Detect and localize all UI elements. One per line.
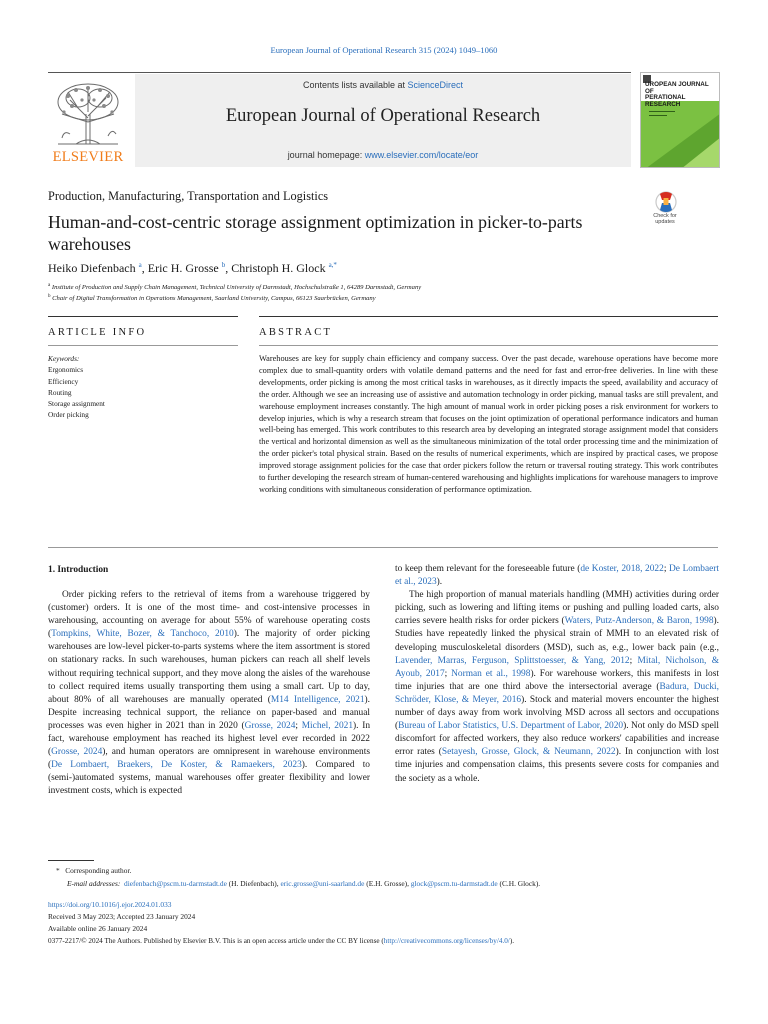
cover-title-line2: PERATIONAL RESEARCH [645, 94, 686, 108]
crossmark-line1: Check for [653, 213, 677, 219]
email-owner: (E.H. Grosse), [364, 879, 411, 888]
abstract-heading: ABSTRACT [259, 327, 333, 338]
citation-link[interactable]: Michel, 2021 [301, 720, 354, 731]
citation-link[interactable]: Lavender, Marras, Ferguson, Splittstoesser, & Yang, 2012 [395, 655, 630, 666]
keywords-block [48, 353, 238, 421]
abstract-subrule [259, 345, 718, 346]
license-link[interactable]: http://creativecommons.org/licenses/by/4.0/ [383, 937, 510, 945]
text-run: to keep them relevant for the foreseeable future ( [395, 564, 581, 574]
citation-link[interactable]: Waters, Putz-Anderson, & Baron, 1998 [564, 616, 714, 627]
elsevier-wordmark[interactable]: ELSEVIER [52, 149, 124, 165]
journal-homepage-link[interactable]: www.elsevier.com/locate/eor [364, 150, 479, 160]
author-affil-marker[interactable]: b [221, 261, 226, 269]
cover-title [645, 82, 719, 108]
citation-link[interactable]: Tompkins, White, Bozer, & Tanchoco, 2010 [51, 629, 234, 640]
citation-link[interactable]: De Lombaert, Braekers, De Koster, & Ramaekers, 2023 [51, 760, 302, 771]
article-info-subrule [48, 345, 238, 346]
received-dates: Received 3 May 2023; Accepted 23 January 2024 [48, 912, 196, 921]
text-run: ). Despite increasing technical support, the reliance on paper-based and manual processes was even higher in 2021 than in 2020 ( [48, 694, 370, 731]
license-text: 0377-2217/© 2024 The Authors. Published by Elsevier B.V. This is an open access article under the CC BY license ( [48, 937, 384, 945]
citation-link[interactable]: Setayesh, Grosse, Glock, & Neumann, 2022 [441, 747, 616, 758]
keyword: Order picking [48, 410, 89, 420]
email-link[interactable]: diefenbach@pscm.tu-darmstadt.de [124, 879, 227, 888]
affiliation [48, 294, 376, 302]
text-run: ). Stock and material movers encounter the highest number of days away from work involving MSD across all sectors and occupations ( [395, 694, 719, 732]
text-run: ; [629, 655, 638, 666]
article-info-rule [48, 316, 238, 317]
section-label: Production, Manufacturing, Transportation and Logistics [48, 189, 329, 203]
citation-link[interactable]: Grosse, 2024 [51, 747, 103, 758]
keyword: Efficiency [48, 376, 79, 386]
body-column-right [395, 563, 719, 786]
journal-title: European Journal of Operational Research [225, 106, 541, 126]
article-title-line2: warehouses [48, 234, 131, 254]
email-link[interactable]: eric.grosse@uni-saarland.de [280, 879, 365, 888]
abstract-end-rule [48, 547, 718, 548]
email-owner: (H. Diefenbach), [226, 879, 281, 888]
email-label: E-mail addresses: [67, 879, 121, 888]
running-header[interactable]: European Journal of Operational Research 315 (2024) 1049–1060 [270, 45, 498, 55]
article-info-heading: ARTICLE INFO [48, 327, 147, 338]
keyword: Routing [48, 387, 72, 397]
crossmark-label[interactable] [640, 213, 690, 225]
affil-marker: a [48, 283, 51, 288]
crossmark-line2: updates [655, 219, 675, 225]
homepage-line [135, 150, 631, 160]
keywords-label: Keywords: [48, 354, 80, 363]
corresponding-label: Corresponding author. [65, 866, 132, 875]
affiliation [48, 283, 421, 291]
author-name[interactable]: Christoph H. Glock [231, 261, 326, 275]
citation-link[interactable]: Mital, Nicholson, & Ayoub, 2017 [395, 655, 719, 679]
text-run: ). The majority of order picking warehouses are low-level picker-to-parts systems where the item assortment is stored on stationary racks. In such warehouses, human pickers can reach all shelf levels without requiring technical support, and they move along the aisles of the warehouse to collect required items usually transporting them using a small cart. Up to day, about 80% of all warehouses are manually operated ( [48, 629, 370, 705]
text-run: The high proportion of manual materials handling (MMH) activities during order picking, such as lowering and lifting items or pushing and pulling loaded carts, also carries severe health risks for order pickers ( [395, 590, 719, 627]
citation-link[interactable]: Badura, Ducki, Schröder, Klose, & Meyer, 2016 [395, 681, 719, 705]
keyword: Ergonomics [48, 365, 84, 375]
body-column-left [48, 589, 370, 799]
email-owner: (C.H. Glock). [497, 879, 541, 888]
text-run: ). In conjunction with lost time injuries and compensation claims, this presents severe costs for companies and the society as a whole. [395, 747, 720, 784]
citation-link[interactable]: Bureau of Labor Statistics, U.S. Department of Labor, 2020 [398, 721, 624, 732]
citation-link[interactable]: Norman et al., 1998 [451, 668, 531, 679]
homepage-prefix: journal homepage: [287, 150, 365, 160]
affil-marker: b [48, 294, 51, 299]
doi-link[interactable]: https://doi.org/10.1016/j.ejor.2024.01.033 [48, 900, 172, 909]
text-run: ). Compared to (semi-)automated systems, manual warehouses offer greater flexibility and lower investment costs, which is expected [48, 760, 370, 797]
text-run: ). Not only do MSD spell discomfort for affected workers, they also reduce workers' capabilities and increase error rates ( [395, 721, 719, 758]
text-run: ). For warehouse workers, this manifests in lost time injuries that are one third above the intersectorial average ( [395, 668, 719, 692]
email-addresses [67, 879, 540, 888]
affil-text: Institute of Production and Supply Chain Management, Technical University of Darmstadt, Hochschulstraße 1, 64289 Darmstadt, Germany [51, 284, 422, 292]
affil-text: Chair of Digital Transformation in Operations Management, Saarland University, Campus, 66123 Saarbrücken, Germany [52, 295, 376, 303]
corresponding-author-note [56, 866, 131, 875]
email-link[interactable]: glock@pscm.tu-darmstadt.de [410, 879, 498, 888]
author-name[interactable]: Heiko Diefenbach [48, 261, 136, 275]
text-run: ). In fact, warehouse employment has reached its highest level ever recorded in 2022 ( [48, 720, 371, 758]
paragraph [48, 589, 370, 799]
contents-prefix: Contents lists available at [302, 80, 408, 90]
section-heading-introduction: 1. Introduction [48, 565, 109, 575]
article-title-line1: Human-and-cost-centric storage assignment optimization in picker-to-parts [48, 212, 583, 232]
author-affil-marker[interactable]: a,* [328, 261, 337, 269]
paragraph [395, 589, 719, 785]
article-title [48, 211, 638, 255]
citation-link[interactable]: Grosse, 2024 [244, 720, 296, 731]
license-close: ). [509, 937, 515, 945]
citation-link[interactable]: M14 Intelligence, 2021 [270, 694, 365, 705]
text-run: ). Studies have repeatedly linked the physical strain of MMH to an elevated risk of developing musculoskeletal disorders (MSD), such as, e.g., lower back pain (e.g., [395, 616, 719, 653]
contents-line [135, 80, 631, 90]
author-list: Heiko Diefenbach $^a$, Eric H. Grosse $^b$, Christoph H. Glock $^{a,*}$ [48, 261, 337, 275]
citation-link[interactable]: De Lombaert et al., 2023 [395, 564, 720, 588]
author-affil-marker[interactable]: a [138, 261, 142, 269]
cover-title-line1: UROPEAN JOURNAL OF [645, 81, 709, 95]
text-run: ). [436, 577, 443, 588]
paragraph [395, 563, 719, 589]
license-line [48, 937, 514, 945]
available-online-date: Available online 26 January 2024 [48, 924, 148, 933]
text-run: Order picking refers to the retrieval of items from a warehouse triggered by (customer) orders. It is one of the most time- and cost-intensive processes in warehousing, accounting on average for about 55% of warehouse operating costs ( [48, 590, 370, 640]
text-run: ; [663, 564, 670, 574]
citation-link[interactable]: de Koster, 2018, 2022 [580, 564, 664, 574]
abstract-text: Warehouses are key for supply chain efficiency and company success. Over the past decade, warehouse operations have become more complex due to small-quantity orders with volatile demand patterns and the need for fast and error-free deliveries. In line with these developments, order picking is among the most critical tasks in warehouses, as it directly impacts the speed, availability and accuracy of the order. Although we see an increasing use of assistive and automation technology in order picking, manual tasks are still prevalent, and warehouse employment increases constantly. The high amount of manual work in order picking poses a risk environment for workers to develop injuries, which is why a research stream that focuses on the joint optimization of operational performance indicators and human well-being has emerged. This work contributes to this research area by developing an integrated storage assignment model that considers the vertical and horizontal dimension as well as the simultaneous minimization of the total order processing time and the minimization of the order picker's total physical strain. Based on the results of numerical experiments, which are inspired by practical cases, we propose improved storage assignment policies for the case that order pickers follow the return or traversal routing strategy. This work contributes to further developing the research stream of human-centered warehousing and highlights implications for warehouse managers to improve working conditions with simultaneous consideration of performance optimization. [259, 354, 718, 494]
keyword: Storage assignment [48, 399, 105, 409]
abstract-rule [259, 316, 718, 317]
text-run: ; [444, 668, 452, 679]
sciencedirect-link[interactable]: ScienceDirect [407, 80, 464, 90]
text-run: ; [295, 720, 302, 731]
footnote-rule [48, 860, 94, 861]
text-run: ), and human operators are omnipresent in warehouse environments ( [48, 747, 370, 771]
footnote-star: * [56, 866, 60, 875]
author-name[interactable]: Eric H. Grosse [147, 261, 219, 275]
